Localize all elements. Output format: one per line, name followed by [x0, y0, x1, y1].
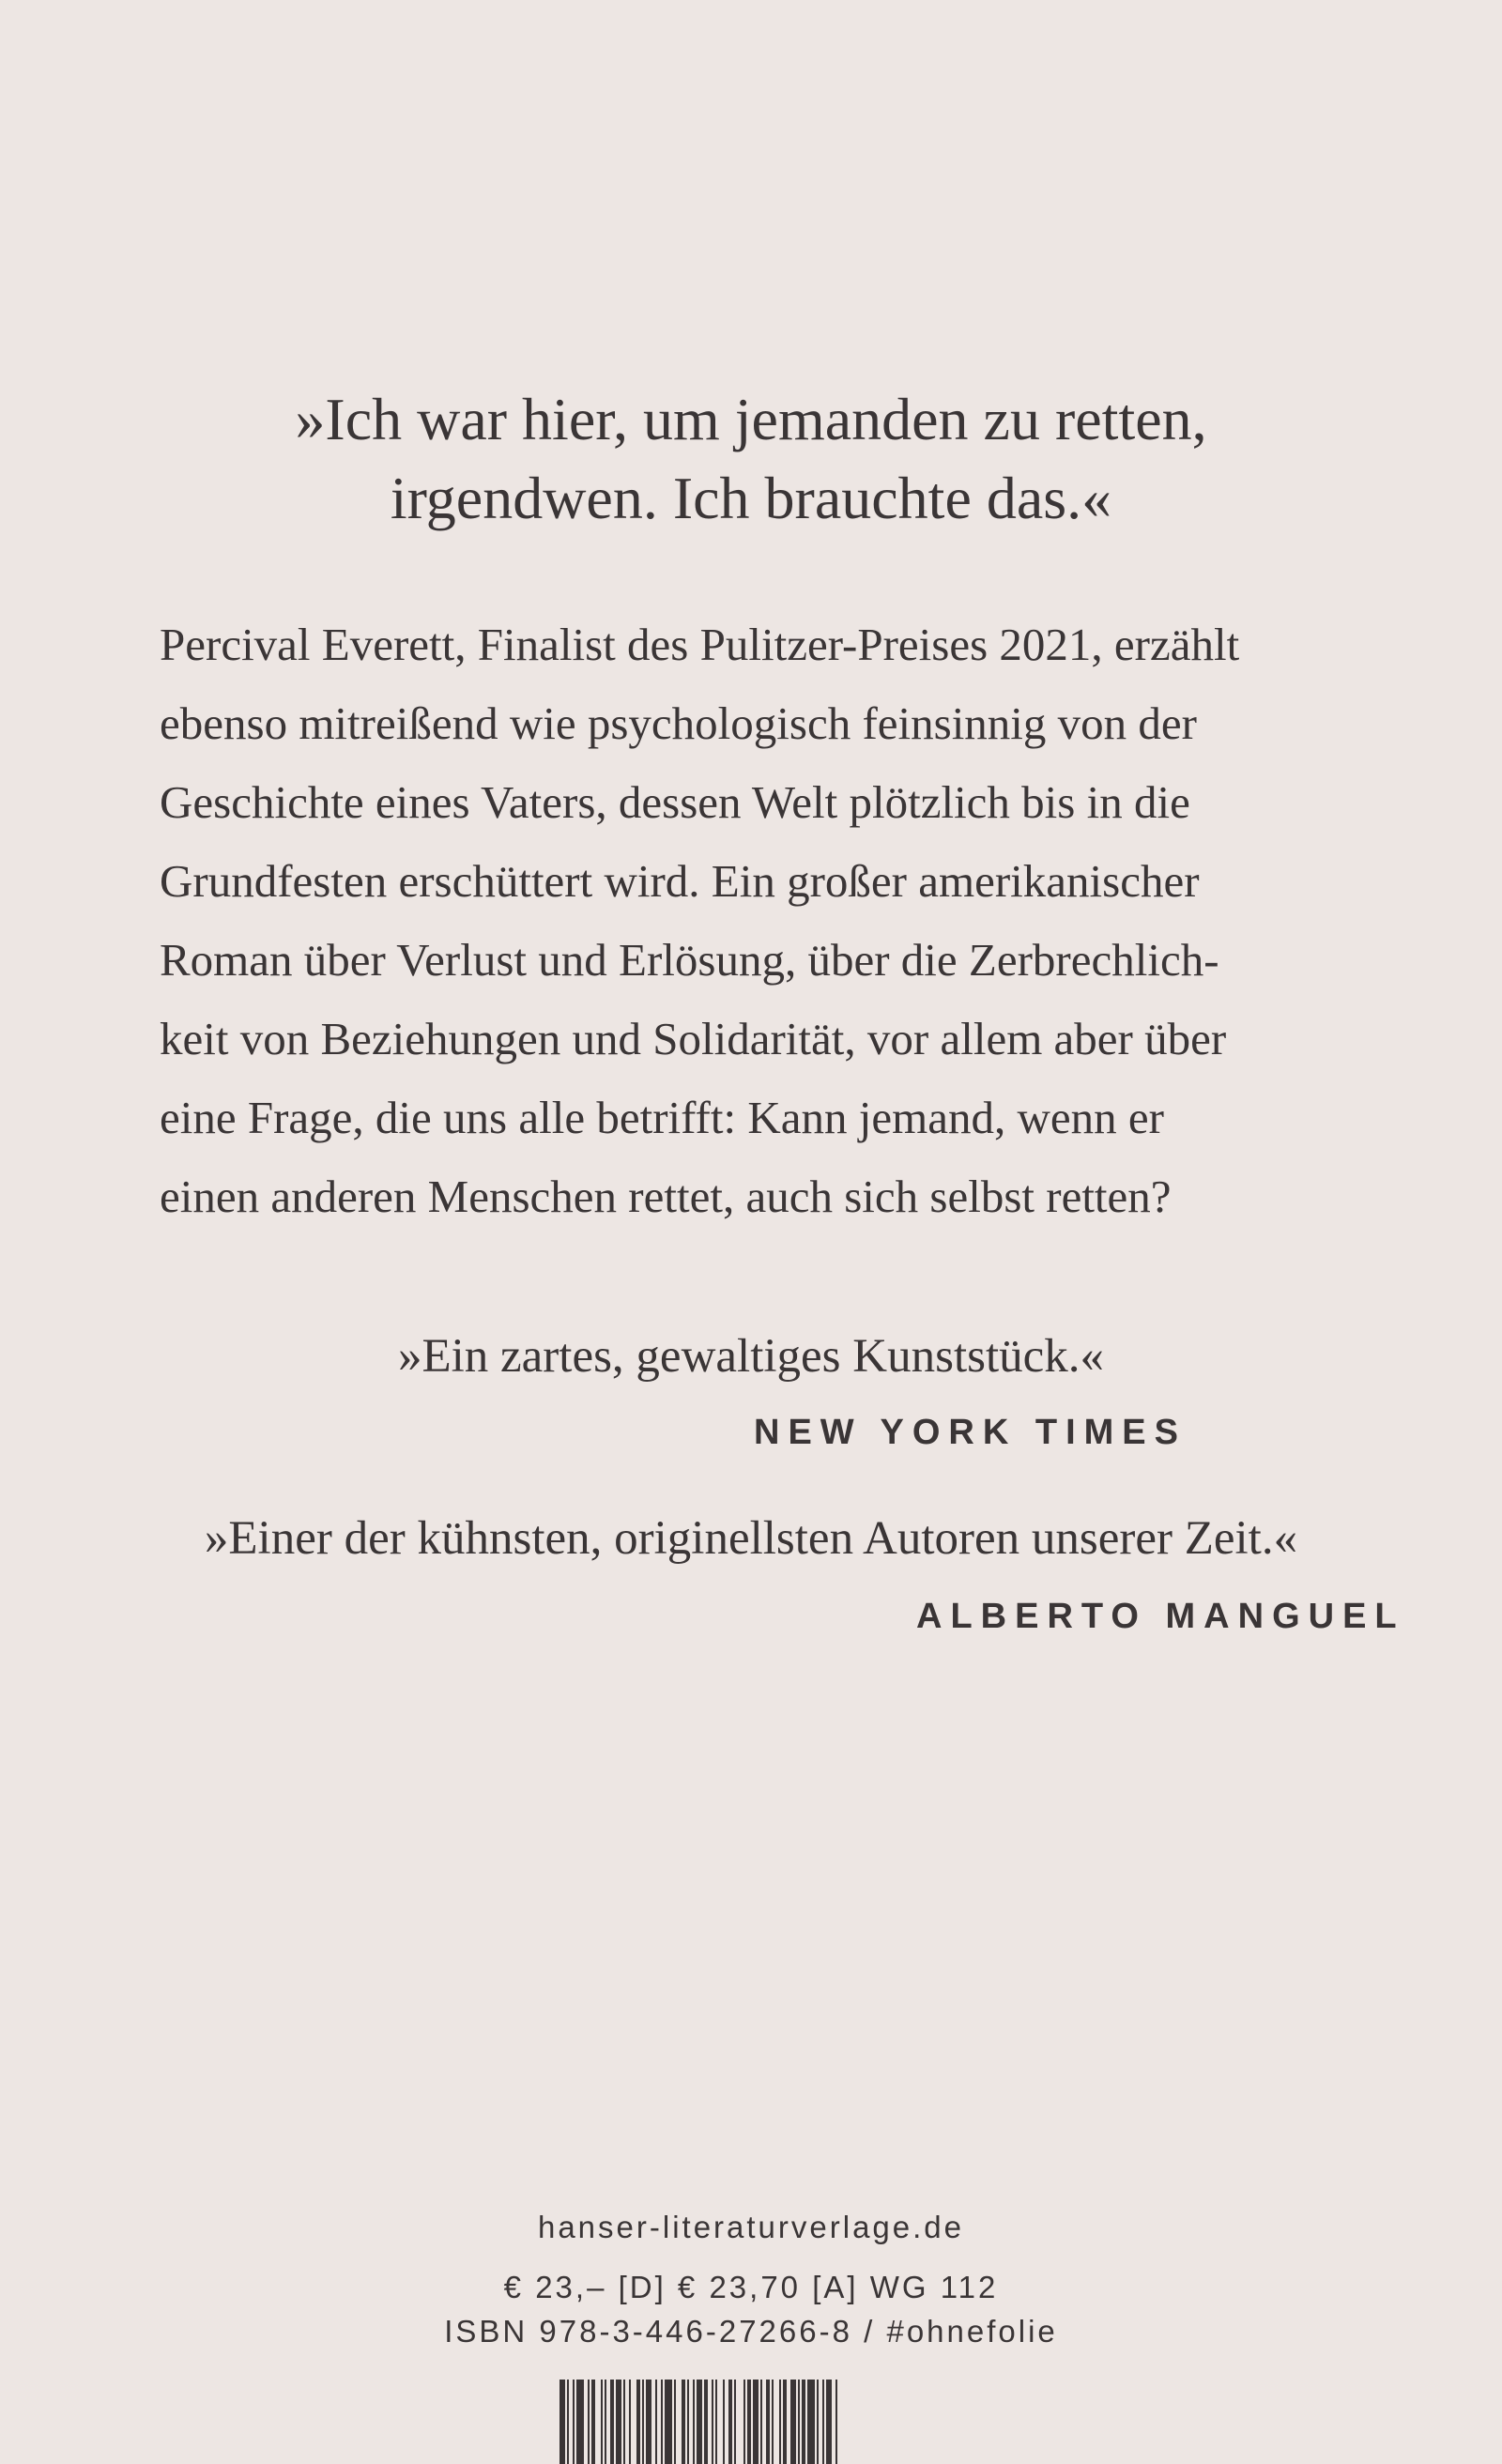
review-quote-nyt: »Ein zartes, gewaltiges Kunststück.« [397, 1330, 1105, 1383]
barcode-bar [766, 2380, 770, 2464]
barcode-bar [734, 2380, 736, 2464]
barcode-bar [591, 2380, 595, 2464]
barcode-bar [822, 2380, 824, 2464]
barcode-bar [661, 2380, 663, 2464]
barcode-bar [655, 2380, 657, 2464]
barcode-bar [665, 2380, 672, 2464]
barcode-bar [753, 2380, 759, 2464]
barcode-bar [783, 2380, 787, 2464]
barcode-bar [798, 2380, 800, 2464]
barcode-bar [723, 2380, 725, 2464]
barcode-bar [693, 2380, 695, 2464]
barcode-bar [610, 2380, 614, 2464]
epigraph-line-1: »Ich war hier, um jemanden zu retten, [295, 386, 1207, 452]
barcode-bar [790, 2380, 796, 2464]
description-line-8: einen anderen Menschen rettet, auch sich selbst retten? [160, 1171, 1172, 1222]
barcode-bar [616, 2380, 621, 2464]
description-line-5: Roman über Verlust und Erlösung, über die Zerbrechlich- [160, 934, 1219, 986]
description-line-7: eine Frage, die uns alle betrifft: Kann jemand, wenn er [160, 1092, 1164, 1143]
description-line-3: Geschichte eines Vaters, dessen Welt plötzlich bis in die [160, 776, 1190, 828]
review-quote-manguel: »Einer der kühnsten, originellsten Autoren unserer Zeit.« [204, 1512, 1298, 1565]
barcode-bar [826, 2380, 832, 2464]
publisher-website: hanser-literaturverlage.de [537, 2210, 965, 2244]
barcode-bar [682, 2380, 685, 2464]
book-description [160, 605, 1352, 1236]
barcode-bar [772, 2380, 774, 2464]
barcode-bar [605, 2380, 606, 2464]
barcode-bar [817, 2380, 819, 2464]
barcode-bar [629, 2380, 631, 2464]
barcode-icon [559, 2380, 935, 2464]
barcode-bar [760, 2380, 762, 2464]
barcode-bar [636, 2380, 640, 2464]
barcode-bar [601, 2380, 603, 2464]
barcode-bar [588, 2380, 590, 2464]
barcode-bar [576, 2380, 584, 2464]
barcode-bar [743, 2380, 745, 2464]
barcode-bar [567, 2380, 569, 2464]
isbn-info: ISBN 978-3-446-27266-8 / #ohnefolie [444, 2314, 1058, 2349]
epigraph-quote [0, 380, 1502, 538]
barcode-bar [623, 2380, 625, 2464]
description-line-1: Percival Everett, Finalist des Pulitzer-Preises 2021, erzählt [160, 619, 1240, 670]
barcode-bar [642, 2380, 644, 2464]
barcode-bar [687, 2380, 689, 2464]
barcode-bar [712, 2380, 713, 2464]
review-source-manguel: ALBERTO MANGUEL [916, 1597, 1405, 1636]
barcode-bar [646, 2380, 651, 2464]
barcode-bar [835, 2380, 837, 2464]
description-line-2: ebenso mitreißend wie psychologisch feinsinnig von der [160, 697, 1197, 749]
barcode-bar [802, 2380, 805, 2464]
barcode-bar [747, 2380, 751, 2464]
barcode-bar [807, 2380, 815, 2464]
barcode-bar [559, 2380, 565, 2464]
barcode-bar [728, 2380, 732, 2464]
review-source-nyt: NEW YORK TIMES [754, 1413, 1187, 1452]
price-info: € 23,– [D] € 23,70 [A] WG 112 [503, 2270, 999, 2304]
barcode-bar [704, 2380, 708, 2464]
description-line-6: keit von Beziehungen und Solidarität, vor allem aber über [160, 1013, 1227, 1064]
epigraph-line-2: irgendwen. Ich brauchte das.« [390, 465, 1112, 531]
barcode-bar [674, 2380, 676, 2464]
barcode-bar [715, 2380, 717, 2464]
barcode-bar [573, 2380, 575, 2464]
barcode-bar [779, 2380, 781, 2464]
barcode-bar [697, 2380, 702, 2464]
description-line-4: Grundfesten erschüttert wird. Ein großer amerikanischer [160, 855, 1200, 907]
